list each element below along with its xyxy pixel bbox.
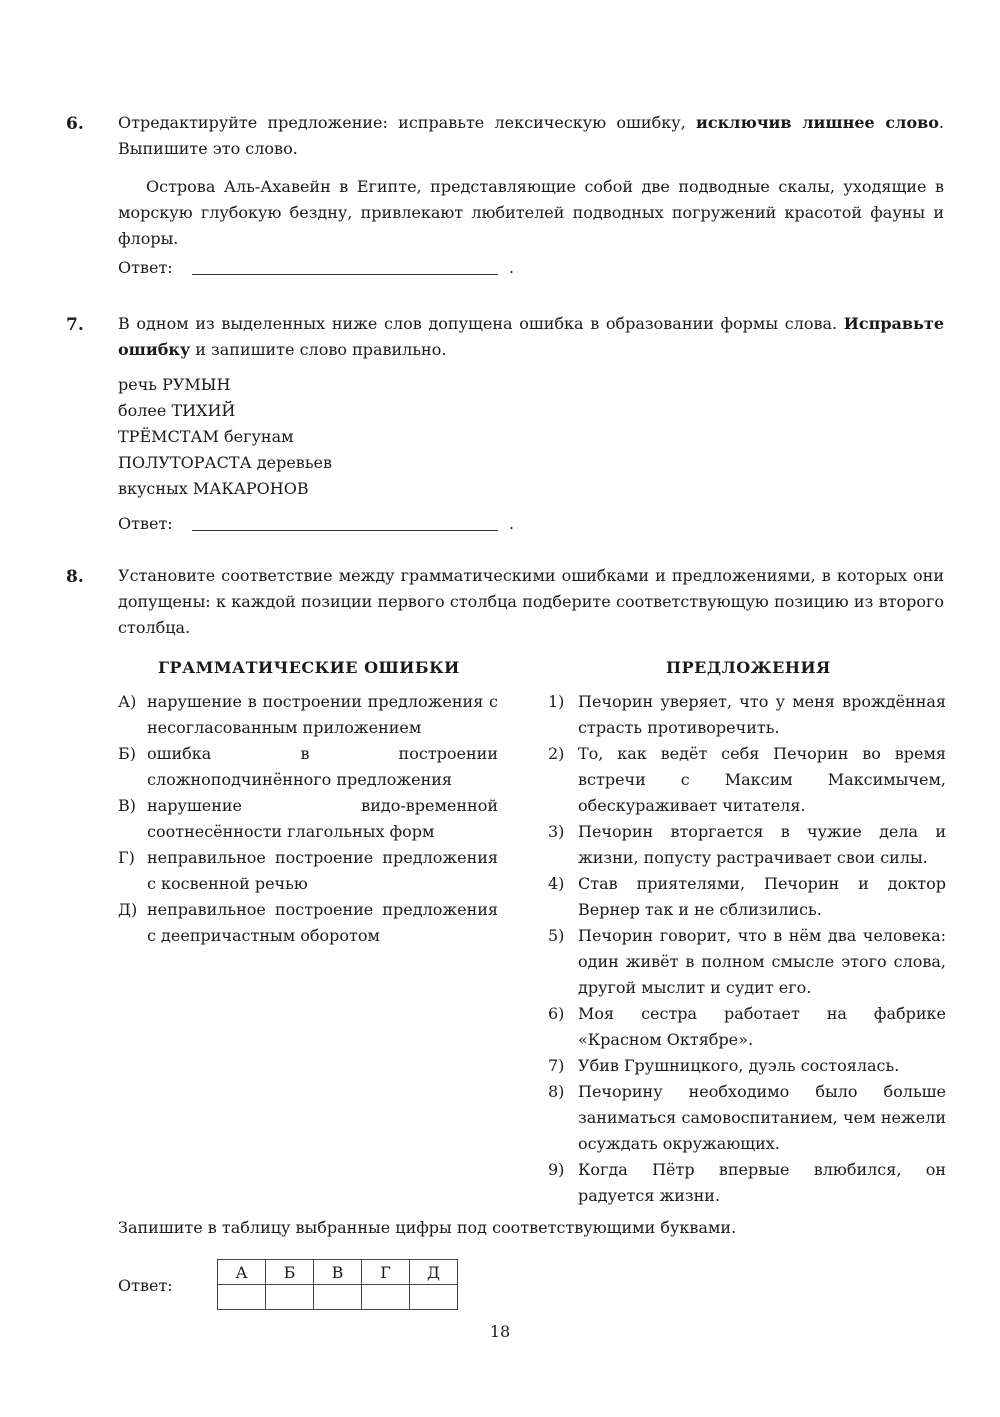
sentence-item-4	[548, 871, 946, 923]
error-item-b	[118, 741, 498, 793]
answer-cell-b[interactable]	[266, 1285, 314, 1310]
sentence-mark: 2)	[548, 744, 565, 763]
error-text: нарушение видо-временной соотнесённости глагольных форм	[147, 796, 498, 841]
task-7-answer-label: Ответ:	[118, 514, 173, 533]
sentence-item-9	[548, 1157, 946, 1209]
task-6-sentence: Острова Аль-Ахавейн в Египте, представляющие собой две подводные скалы, уходящие в морскую глубокую бездну, привлекают любителей подводных погружений красотой фауны и флоры.	[118, 177, 944, 248]
answer-cell-v[interactable]	[314, 1285, 362, 1310]
task-8-answer-label: Ответ:	[118, 1276, 173, 1295]
answer-cell-g[interactable]	[362, 1285, 410, 1310]
error-item-g	[118, 845, 498, 897]
task-7-number: 7.	[66, 315, 84, 335]
error-mark: Д)	[118, 900, 138, 919]
sentence-item-6	[548, 1001, 946, 1053]
sentences-column-header: ПРЕДЛОЖЕНИЯ	[666, 658, 831, 677]
task-7-word: вкусных МАКАРОНОВ	[118, 479, 309, 498]
task-6-answer-dot: .	[509, 258, 515, 277]
sentence-mark: 8)	[548, 1082, 565, 1101]
error-mark: Г)	[118, 848, 135, 867]
task-7-word: речь РУМЫН	[118, 375, 231, 394]
answer-table-header-row	[218, 1260, 458, 1285]
errors-column-header: ГРАММАТИЧЕСКИЕ ОШИБКИ	[158, 658, 460, 677]
task-7-word: более ТИХИЙ	[118, 401, 236, 420]
sentence-text: Моя сестра работает на фабрике «Красном Октябре».	[578, 1004, 946, 1049]
task-6-answer-label: Ответ:	[118, 258, 173, 277]
answer-table	[217, 1259, 458, 1310]
sentence-text: Убив Грушницкого, дуэль состоялась.	[578, 1056, 900, 1075]
sentence-mark: 3)	[548, 822, 565, 841]
sentence-text: Печорин говорит, что в нём два человека: один живёт в полном смысле этого слова, другой мыслит и судит его.	[578, 926, 946, 997]
sentence-mark: 9)	[548, 1160, 565, 1179]
sentence-text: Печорину необходимо было больше заниматься самовоспитанием, чем нежели осуждать окружающих.	[578, 1082, 946, 1153]
error-mark: Б)	[118, 744, 136, 763]
task-8-number: 8.	[66, 567, 84, 587]
task-7-answer-dot: .	[509, 514, 515, 533]
answer-table-letter: А	[218, 1260, 266, 1285]
error-text: неправильное построение предложения с деепричастным оборотом	[147, 900, 498, 945]
answer-table-letter: Б	[266, 1260, 314, 1285]
error-text: нарушение в построении предложения с несогласованным приложением	[147, 692, 498, 737]
answer-table-letter: Д	[410, 1260, 458, 1285]
answer-cell-d[interactable]	[410, 1285, 458, 1310]
error-item-v	[118, 793, 498, 845]
answer-cell-a[interactable]	[218, 1285, 266, 1310]
task-6-answer-field[interactable]	[192, 274, 498, 275]
sentence-mark: 1)	[548, 692, 565, 711]
sentence-item-5	[548, 923, 946, 1001]
sentence-item-3	[548, 819, 946, 871]
task-7-instruction: В одном из выделенных ниже слов допущена ошибка в образовании формы слова. Исправьте ошибку и запишите слово правильно.	[118, 314, 944, 359]
error-text: неправильное построение предложения с косвенной речью	[147, 848, 498, 893]
sentence-mark: 4)	[548, 874, 565, 893]
answer-table-letter: Г	[362, 1260, 410, 1285]
answer-table-input-row	[218, 1285, 458, 1310]
sentence-item-1	[548, 689, 946, 741]
sentence-mark: 6)	[548, 1004, 565, 1023]
error-text: ошибка в построении сложноподчинённого предложения	[147, 744, 498, 789]
sentence-text: Печорин уверяет, что у меня врождённая страсть противоречить.	[578, 692, 946, 737]
error-mark: В)	[118, 796, 136, 815]
sentence-text: То, как ведёт себя Печорин во время встречи с Максим Максимычем, обескураживает читателя.	[578, 744, 946, 815]
task-6-instruction: Отредактируйте предложение: исправьте лексическую ошибку, исключив лишнее слово. Выпишите это слово.	[118, 113, 945, 158]
sentence-mark: 5)	[548, 926, 565, 945]
table-instruction: Запишите в таблицу выбранные цифры под соответствующими буквами.	[118, 1218, 737, 1237]
sentence-text: Став приятелями, Печорин и доктор Вернер так и не сблизились.	[578, 874, 946, 919]
error-item-a	[118, 689, 498, 741]
task-8-instruction: Установите соответствие между грамматическими ошибками и предложениями, в которых они допущены: к каждой позиции первого столбца подберите соответствующую позицию из второго столбца.	[118, 566, 944, 637]
page-number: 18	[489, 1322, 511, 1341]
sentence-item-2	[548, 741, 946, 819]
sentence-item-7	[548, 1053, 946, 1079]
error-mark: А)	[118, 692, 137, 711]
sentence-item-8	[548, 1079, 946, 1157]
answer-table-letter: В	[314, 1260, 362, 1285]
sentence-mark: 7)	[548, 1056, 565, 1075]
task-7-word: ТРЁМСТАМ бегунам	[118, 427, 294, 446]
sentence-text: Когда Пётр впервые влюбился, он радуется жизни.	[578, 1160, 946, 1205]
task-7-answer-field[interactable]	[192, 530, 498, 531]
task-6-number: 6.	[66, 114, 84, 134]
error-item-d	[118, 897, 498, 949]
sentence-text: Печорин вторгается в чужие дела и жизни, попусту растрачивает свои силы.	[578, 822, 946, 867]
task-7-word: ПОЛУТОРАСТА деревьев	[118, 453, 332, 472]
